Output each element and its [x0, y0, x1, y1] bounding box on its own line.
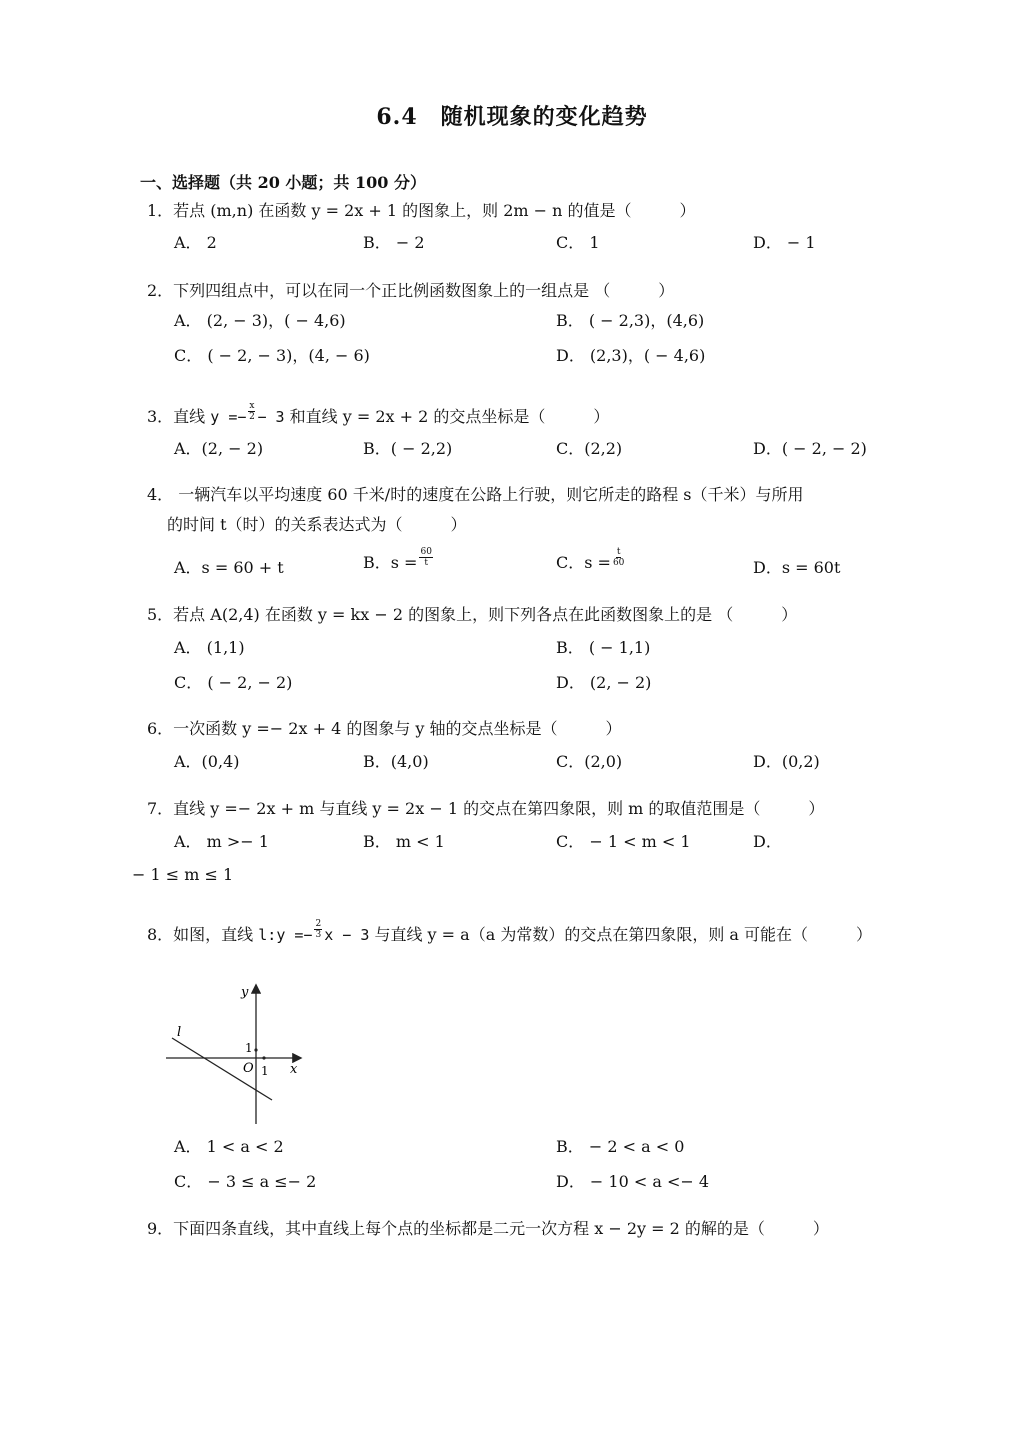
y-axis-label: y	[241, 985, 249, 1000]
question-4-option-d: D．s = 60t	[753, 558, 841, 577]
page-title: 6.4 随机现象的变化趋势	[376, 104, 648, 130]
question-8-option-c: C． − 3 ≤ a ≤− 2	[174, 1172, 317, 1191]
tick-y-1	[254, 1048, 257, 1051]
question-1-option-d: D． − 1	[753, 233, 816, 252]
fraction-denominator: 3	[315, 930, 322, 940]
fraction-numerator: 60	[420, 547, 432, 557]
question-6-option-a: A．(0,4)	[174, 752, 240, 771]
question-5-option-b: B． ( − 1,1)	[556, 638, 651, 657]
option-c-prefix: C．s =	[556, 553, 611, 572]
question-1-option-a: A． 2	[174, 233, 217, 252]
question-3-stem	[147, 401, 610, 428]
question-5-option-a: A． (1,1)	[174, 638, 245, 657]
question-5-option-c: C． ( − 2, − 2)	[174, 673, 293, 692]
question-4-stem-line-2: 的时间 t（时）的关系表达式为（ ）	[167, 515, 467, 534]
question-8-option-a: A． 1 < a < 2	[174, 1137, 284, 1156]
question-6-option-d: D．(0,2)	[753, 752, 820, 771]
question-3-fraction	[248, 401, 255, 422]
x-tick-1-label: 1	[261, 1064, 269, 1078]
question-1-option-b: B． − 2	[363, 233, 425, 252]
fraction-denominator: 60	[612, 558, 625, 568]
question-3-eq-left: y =−	[210, 408, 247, 426]
question-3-option-c: C．(2,2)	[556, 439, 623, 458]
question-8-option-b: B． − 2 < a < 0	[556, 1137, 685, 1156]
question-3-option-a: A．(2, − 2)	[174, 439, 264, 458]
question-2-option-b: B． ( − 2,3)，(4,6)	[556, 311, 705, 330]
question-7-option-d-value: − 1 ≤ m ≤ 1	[132, 865, 234, 884]
y-tick-1-label: 1	[245, 1041, 253, 1055]
option-b-prefix: B．s =	[363, 553, 418, 572]
question-9-stem: 9．下面四条直线，其中直线上每个点的坐标都是二元一次方程 x − 2y = 2 的解的是（ ）	[147, 1219, 829, 1238]
question-8-fraction	[314, 919, 322, 940]
question-3-suffix: 和直线 y = 2x + 2 的交点坐标是（ ）	[289, 407, 610, 426]
question-3-option-b: B．( − 2,2)	[363, 439, 453, 458]
question-4-option-b	[363, 547, 435, 574]
question-2-option-d: D． (2,3)，( − 4,6)	[556, 346, 706, 365]
question-4-option-a: A．s = 60 + t	[174, 558, 284, 577]
question-6-option-c: C．(2,0)	[556, 752, 623, 771]
fraction-numerator: x	[249, 401, 255, 411]
question-7-option-d: D．	[753, 832, 782, 851]
question-2-option-a: A． (2, − 3)，( − 4,6)	[174, 311, 346, 330]
question-4-option-c	[556, 547, 626, 574]
tick-x-1	[262, 1056, 265, 1059]
fraction-numerator: t	[616, 547, 621, 557]
option-b-fraction	[419, 547, 432, 568]
question-7-option-b: B． m < 1	[363, 832, 445, 851]
question-7-option-c: C． − 1 < m < 1	[556, 832, 691, 851]
question-8-suffix: 与直线 y = a（a 为常数）的交点在第四象限，则 a 可能在（ ）	[374, 925, 873, 944]
question-5-stem: 5．若点 A(2,4) 在函数 y = kx − 2 的图象上，则下列各点在此函数图象上的是 （ ）	[147, 605, 798, 624]
origin-label: O	[243, 1061, 254, 1076]
question-3-prefix: 3．直线	[147, 407, 206, 426]
fraction-denominator: 2	[249, 412, 255, 422]
section-heading: 一、选择题（共 20 小题；共 100 分）	[140, 173, 426, 192]
question-7-option-a: A． m >− 1	[174, 832, 269, 851]
question-8-stem	[147, 919, 873, 946]
question-8-prefix: 8．如图，直线	[147, 925, 254, 944]
question-3-option-d: D．( − 2, − 2)	[753, 439, 867, 458]
question-3-eq-right: − 3	[257, 408, 285, 426]
fraction-numerator: 2	[315, 919, 322, 929]
question-8-option-d: D． − 10 < a <− 4	[556, 1172, 710, 1191]
x-axis-label: x	[290, 1062, 298, 1077]
option-c-fraction	[613, 547, 624, 568]
question-2-option-c: C． ( − 2, − 3)，(4, − 6)	[174, 346, 370, 365]
question-6-stem: 6．一次函数 y =− 2x + 4 的图象与 y 轴的交点坐标是（ ）	[147, 719, 622, 738]
question-1-stem: 1．若点 (m,n) 在函数 y = 2x + 1 的图象上，则 2m − n 的值是（ ）	[147, 201, 696, 220]
question-8-eq-right: x − 3	[324, 926, 370, 944]
question-8-figure	[160, 980, 310, 1130]
question-5-option-d: D． (2, − 2)	[556, 673, 652, 692]
line-l-label: l	[177, 1025, 182, 1040]
question-7-stem: 7．直线 y =− 2x + m 与直线 y = 2x − 1 的交点在第四象限，则 m 的取值范围是（ ）	[147, 799, 825, 818]
line-l	[172, 1038, 272, 1100]
question-1-option-c: C． 1	[556, 233, 600, 252]
question-2-stem: 2．下列四组点中，可以在同一个正比例函数图象上的一组点是 （ ）	[147, 281, 675, 300]
question-8-eq-left: l:y =−	[258, 926, 313, 944]
question-6-option-b: B．(4,0)	[363, 752, 429, 771]
question-4-stem-line-1: 4． 一辆汽车以平均速度 60 千米/时的速度在公路上行驶，则它所走的路程 s（千米）与所用	[147, 485, 804, 504]
fraction-denominator: t	[424, 558, 428, 568]
